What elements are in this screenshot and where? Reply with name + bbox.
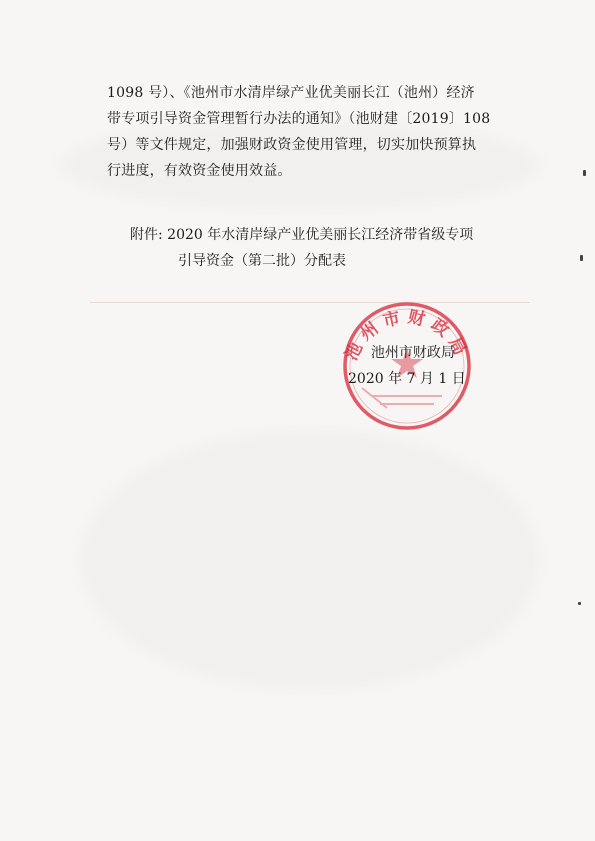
attachment-line: 附件: 2020 年水清岸绿产业优美丽长江经济带省级专项 [130,227,474,243]
issuing-organization: 池州市财政局 [370,345,455,361]
paragraph-line: 行进度，有效资金使用效益。 [107,163,292,179]
paragraph-line: 带专项引导资金管理暂行办法的通知》（池财建〔2019〕108 [107,111,491,127]
scan-smudge [80,430,540,690]
attachment-line: 引导资金（第二批）分配表 [178,253,346,269]
scan-edge-mark [583,170,586,176]
scan-edge-mark [578,602,581,605]
signature-block [348,340,466,392]
seal-text: 池州市财政局 [341,307,473,364]
issue-date: 2020 年 7 月 1 日 [348,371,466,387]
paragraph-line: 号）等文件规定，加强财政资金使用管理，切实加快预算执 [107,137,477,153]
body-paragraph [107,80,527,184]
paragraph-line: 1098 号）、《池州市水清岸绿产业优美丽长江（池州）经济 [107,85,475,101]
scan-edge-mark [580,255,583,261]
attachment-note [130,222,473,274]
